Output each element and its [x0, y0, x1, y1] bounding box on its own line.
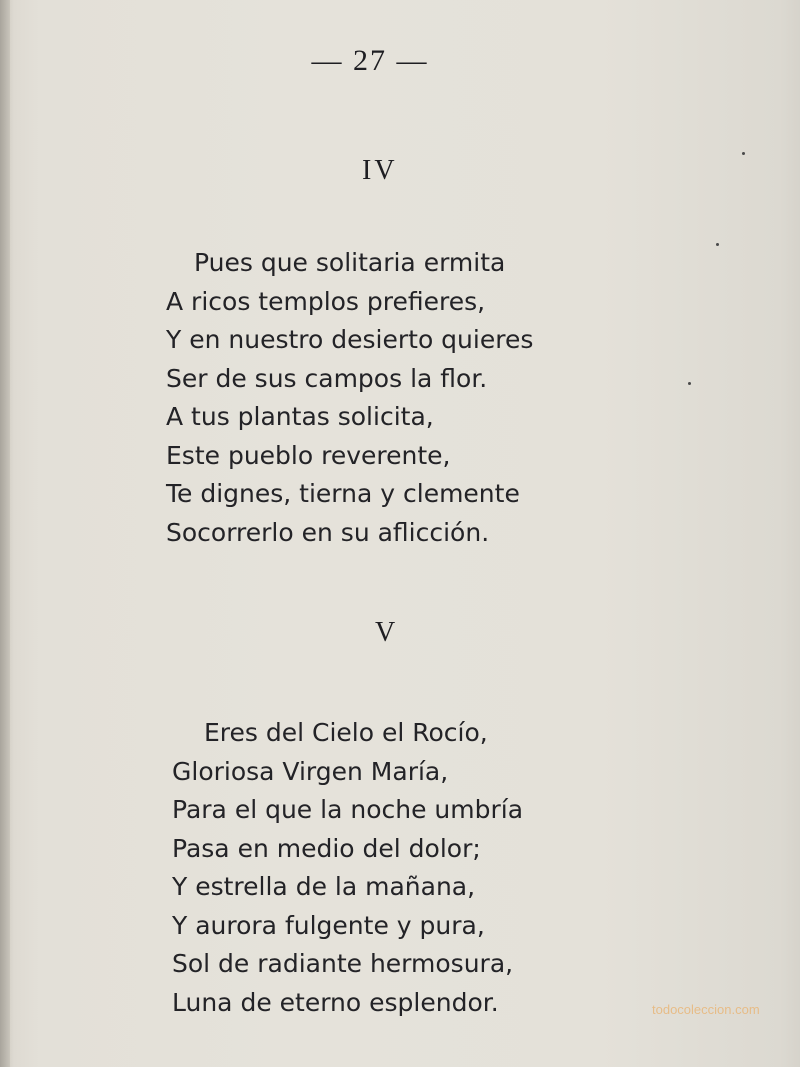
verse-line: Pues que solitaria ermita: [194, 248, 506, 277]
paper-speck: [716, 243, 719, 246]
stanza-v-verse: [172, 714, 523, 1022]
paper-speck: [688, 382, 691, 385]
verse-line: Ser de sus campos la flor.: [166, 363, 488, 393]
verse-line: Eres del Cielo el Rocío,: [204, 718, 488, 747]
page-number-header: — 27 —: [311, 44, 429, 77]
verse-line: Gloriosa Virgen María,: [172, 756, 449, 786]
verse-line: Y en nuestro desierto quieres: [166, 325, 534, 354]
verse-line: Luna de eterno esplendor.: [172, 987, 499, 1017]
verse-line: Socorrerlo en su aflicción.: [166, 517, 490, 547]
stanza-iv-verse: [166, 244, 533, 552]
paper-speck: [742, 152, 745, 155]
stanza-v-heading: V: [375, 617, 399, 648]
verse-line: A ricos templos prefieres,: [166, 286, 486, 316]
verse-line: Este pueblo reverente,: [166, 440, 451, 470]
page-edge: [0, 0, 10, 1067]
verse-line: A tus plantas solicita,: [166, 402, 434, 431]
verse-line: Para el que la noche umbría: [172, 795, 524, 824]
verse-line: Y aurora fulgente y pura,: [172, 910, 485, 940]
stanza-iv-heading: IV: [362, 155, 398, 186]
verse-line: Pasa en medio del dolor;: [172, 833, 481, 863]
verse-line: Sol de radiante hermosura,: [172, 949, 514, 978]
verse-line: Te dignes, tierna y clemente: [166, 479, 520, 508]
watermark: todocoleccion.com: [652, 1002, 760, 1017]
verse-line: Y estrella de la mañana,: [172, 872, 476, 901]
